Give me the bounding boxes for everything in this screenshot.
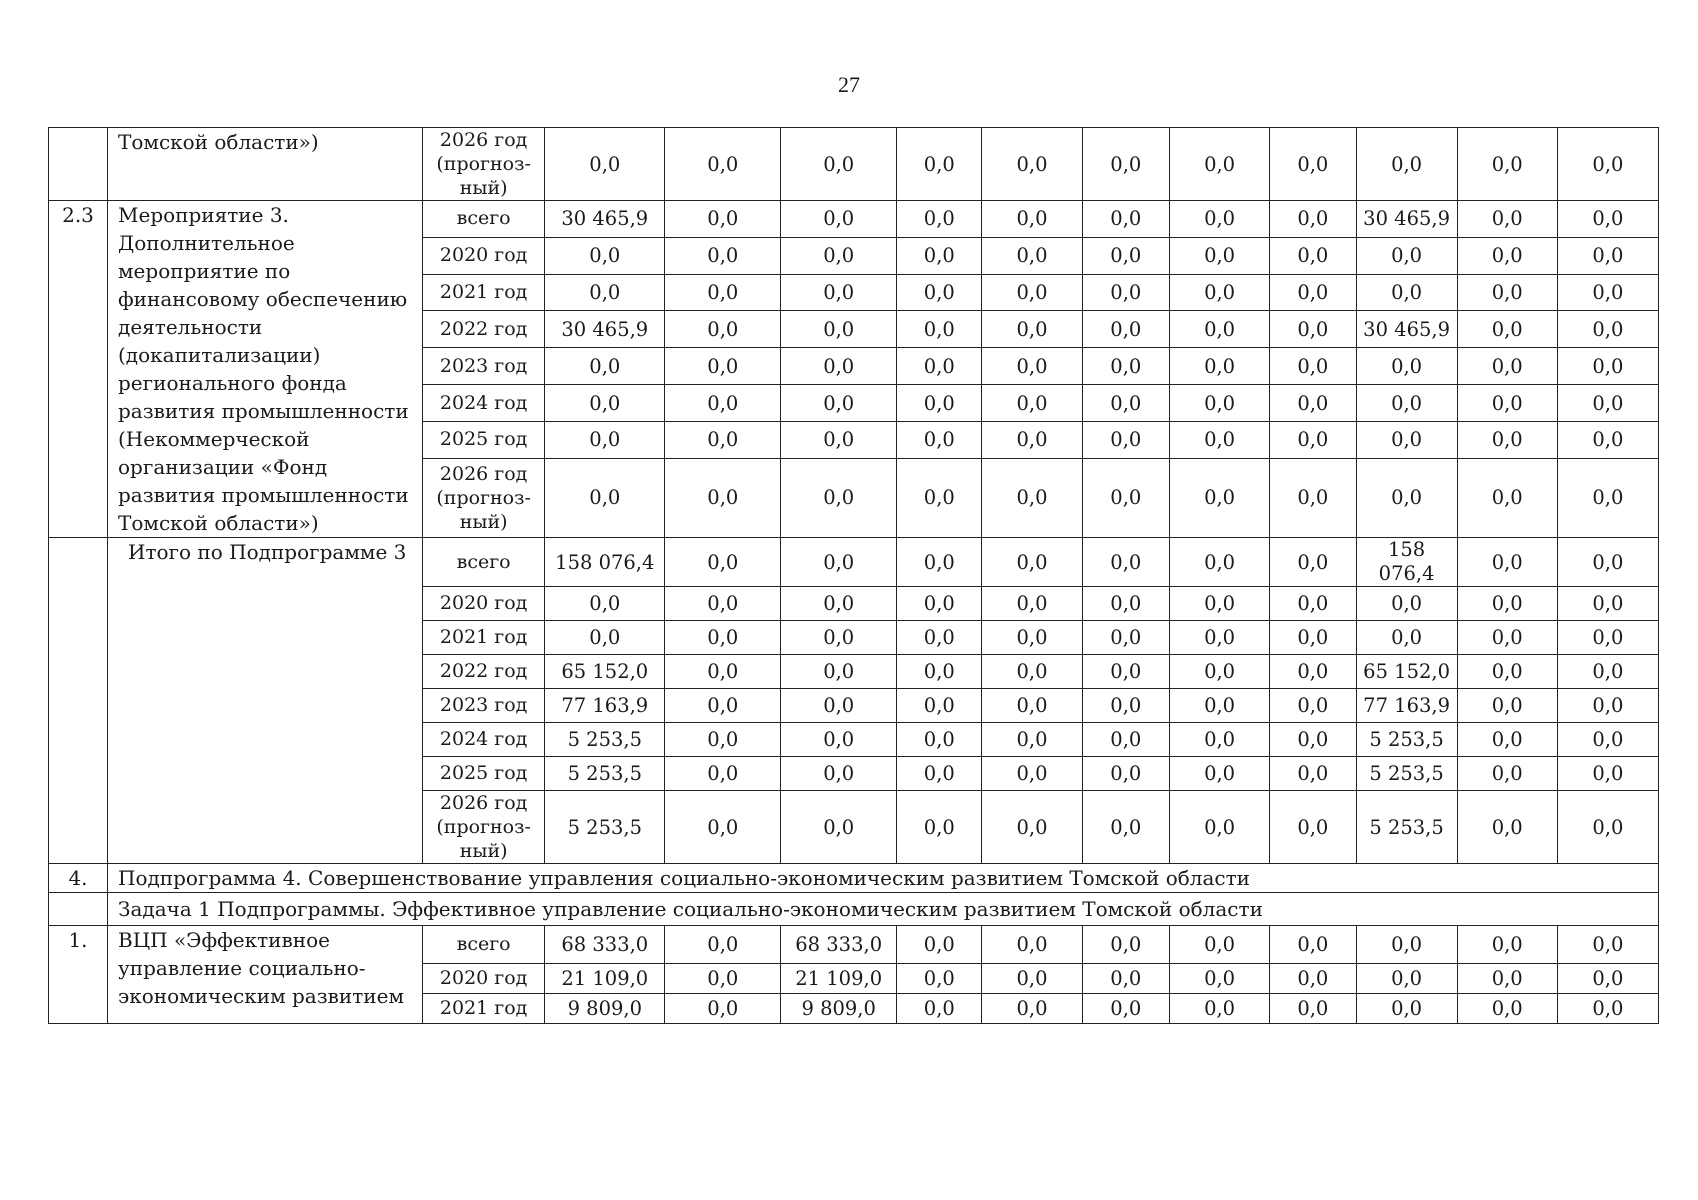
value-cell: 0,0 [545,458,665,537]
value-cell: 0,0 [1170,274,1270,311]
value-cell: 0,0 [897,926,982,964]
value-cell: 0,0 [1356,421,1457,458]
value-cell: 0,0 [982,587,1082,621]
value-cell: 0,0 [1082,757,1169,791]
value-cell: 0,0 [1170,458,1270,537]
value-cell: 0,0 [897,538,982,587]
value-cell: 0,0 [982,421,1082,458]
value-cell: 0,0 [545,587,665,621]
value-cell: 0,0 [1356,274,1457,311]
value-cell: 68 333,0 [781,926,897,964]
value-cell: 0,0 [1082,964,1169,994]
value-cell: 0,0 [1557,621,1658,655]
value-cell: 0,0 [665,237,781,274]
table-row [49,538,1659,587]
value-cell: 5 253,5 [1356,723,1457,757]
value-cell: 0,0 [665,791,781,864]
value-cell: 0,0 [1270,458,1356,537]
value-cell: 0,0 [1457,274,1557,311]
value-cell: 0,0 [1082,689,1169,723]
value-cell: 0,0 [1170,348,1270,385]
value-cell: 0,0 [1170,926,1270,964]
value-cell: 0,0 [1170,128,1270,201]
value-cell: 0,0 [897,348,982,385]
value-cell: 0,0 [1270,348,1356,385]
value-cell: 0,0 [781,201,897,238]
value-cell: 0,0 [982,757,1082,791]
value-cell: 0,0 [1270,926,1356,964]
value-cell: 0,0 [982,655,1082,689]
value-cell: 21 109,0 [545,964,665,994]
value-cell: 0,0 [897,791,982,864]
value-cell: 0,0 [665,201,781,238]
value-cell: 0,0 [1557,385,1658,422]
value-cell: 0,0 [781,689,897,723]
value-cell: 0,0 [1457,757,1557,791]
value-cell: 0,0 [897,128,982,201]
value-cell: 0,0 [1457,421,1557,458]
value-cell: 68 333,0 [545,926,665,964]
section-row [49,893,1659,926]
year-label: 2021 год [423,621,545,655]
section-title: Задача 1 Подпрограммы. Эффективное управление социально-экономическим развитием Томской области [108,893,1659,926]
value-cell: 0,0 [1457,237,1557,274]
value-cell: 0,0 [1270,385,1356,422]
value-cell: 0,0 [665,421,781,458]
value-cell: 0,0 [1082,723,1169,757]
value-cell: 0,0 [897,237,982,274]
value-cell: 0,0 [1270,964,1356,994]
value-cell: 0,0 [1170,964,1270,994]
value-cell: 30 465,9 [545,201,665,238]
value-cell: 0,0 [1270,791,1356,864]
value-cell: 0,0 [1270,994,1356,1024]
value-cell: 0,0 [1457,311,1557,348]
year-label: 2020 год [423,587,545,621]
value-cell: 0,0 [1356,348,1457,385]
value-cell: 77 163,9 [545,689,665,723]
value-cell: 0,0 [1270,723,1356,757]
value-cell: 0,0 [1270,274,1356,311]
value-cell: 0,0 [1557,926,1658,964]
value-cell: 0,0 [1082,791,1169,864]
value-cell: 0,0 [1356,237,1457,274]
value-cell: 0,0 [1270,237,1356,274]
value-cell: 9 809,0 [545,994,665,1024]
value-cell: 0,0 [897,385,982,422]
year-label: 2022 год [423,655,545,689]
budget-table [48,127,1659,1024]
value-cell: 0,0 [1270,655,1356,689]
value-cell: 0,0 [1557,994,1658,1024]
value-cell: 0,0 [781,421,897,458]
value-cell: 0,0 [781,128,897,201]
value-cell: 30 465,9 [1356,311,1457,348]
value-cell: 0,0 [1170,689,1270,723]
value-cell: 0,0 [1170,723,1270,757]
value-cell: 0,0 [897,757,982,791]
value-cell: 0,0 [1557,689,1658,723]
value-cell: 0,0 [897,458,982,537]
value-cell: 0,0 [1082,458,1169,537]
section-title: Подпрограмма 4. Совершенствование управления социально-экономическим развитием Томской области [108,864,1659,893]
value-cell: 0,0 [982,458,1082,537]
value-cell: 0,0 [781,458,897,537]
value-cell: 0,0 [982,926,1082,964]
value-cell: 0,0 [1170,621,1270,655]
value-cell: 0,0 [982,237,1082,274]
value-cell: 0,0 [897,723,982,757]
value-cell: 0,0 [1270,421,1356,458]
table-row [49,926,1659,964]
value-cell: 0,0 [1457,128,1557,201]
value-cell: 0,0 [1270,538,1356,587]
value-cell: 0,0 [1457,458,1557,537]
value-cell: 0,0 [1557,237,1658,274]
section-row [49,864,1659,893]
row-index [49,893,108,926]
value-cell: 0,0 [1557,757,1658,791]
value-cell: 0,0 [545,621,665,655]
row-name: ВЦП «Эффективное управление социально-экономическим развитием [108,926,423,1024]
value-cell: 0,0 [1457,538,1557,587]
value-cell: 0,0 [781,587,897,621]
value-cell: 0,0 [1082,348,1169,385]
value-cell: 0,0 [1170,538,1270,587]
value-cell: 0,0 [982,538,1082,587]
value-cell: 5 253,5 [1356,757,1457,791]
value-cell: 0,0 [1356,385,1457,422]
value-cell: 0,0 [1557,587,1658,621]
value-cell: 0,0 [665,587,781,621]
value-cell: 0,0 [897,201,982,238]
value-cell: 0,0 [982,994,1082,1024]
value-cell: 0,0 [1457,201,1557,238]
value-cell: 21 109,0 [781,964,897,994]
value-cell: 0,0 [1270,689,1356,723]
row-index [49,538,108,864]
value-cell: 0,0 [1356,964,1457,994]
value-cell: 0,0 [1557,348,1658,385]
value-cell: 0,0 [781,723,897,757]
value-cell: 0,0 [982,621,1082,655]
year-label: 2024 год [423,385,545,422]
value-cell: 30 465,9 [545,311,665,348]
year-label: 2023 год [423,348,545,385]
value-cell: 158 076,4 [545,538,665,587]
value-cell: 0,0 [1557,458,1658,537]
value-cell: 0,0 [1082,994,1169,1024]
value-cell: 0,0 [1557,655,1658,689]
value-cell: 0,0 [545,274,665,311]
value-cell: 0,0 [1082,385,1169,422]
value-cell: 0,0 [982,964,1082,994]
value-cell: 0,0 [897,274,982,311]
value-cell: 0,0 [781,621,897,655]
value-cell: 0,0 [1457,385,1557,422]
value-cell: 0,0 [897,587,982,621]
year-label: 2021 год [423,274,545,311]
value-cell: 65 152,0 [545,655,665,689]
value-cell: 0,0 [1082,621,1169,655]
value-cell: 0,0 [1082,237,1169,274]
value-cell: 0,0 [665,621,781,655]
value-cell: 0,0 [781,311,897,348]
value-cell: 0,0 [665,348,781,385]
value-cell: 0,0 [1457,723,1557,757]
value-cell: 5 253,5 [1356,791,1457,864]
value-cell: 0,0 [1557,274,1658,311]
value-cell: 0,0 [1557,128,1658,201]
value-cell: 5 253,5 [545,791,665,864]
value-cell: 0,0 [1082,655,1169,689]
value-cell: 0,0 [1457,964,1557,994]
row-name: Мероприятие 3. Дополнительное мероприятие по финансовому обеспечению деятельности (докапитализации) регионального фонда развития промышленности (Некоммерческой организации «Фонд развития промышленности Томской области») [108,201,423,538]
value-cell: 0,0 [781,274,897,311]
value-cell: 0,0 [897,421,982,458]
value-cell: 0,0 [1170,587,1270,621]
value-cell: 65 152,0 [1356,655,1457,689]
value-cell: 0,0 [1170,757,1270,791]
value-cell: 0,0 [545,348,665,385]
value-cell: 0,0 [897,689,982,723]
value-cell: 0,0 [1457,348,1557,385]
row-index: 2.3 [49,201,108,538]
row-name: Томской области») [108,128,423,201]
page-number: 27 [838,72,860,97]
value-cell: 77 163,9 [1356,689,1457,723]
value-cell: 0,0 [1270,757,1356,791]
value-cell: 0,0 [665,458,781,537]
value-cell: 0,0 [1457,791,1557,864]
value-cell: 0,0 [781,757,897,791]
year-label: 2026 год (прогнозный) [423,128,545,201]
value-cell: 0,0 [1356,587,1457,621]
year-label: 2020 год [423,237,545,274]
value-cell: 5 253,5 [545,757,665,791]
value-cell: 0,0 [545,128,665,201]
value-cell: 0,0 [897,311,982,348]
value-cell: 0,0 [1356,994,1457,1024]
value-cell: 0,0 [1457,926,1557,964]
value-cell: 0,0 [1457,587,1557,621]
year-label: 2023 год [423,689,545,723]
year-label: 2024 год [423,723,545,757]
value-cell: 0,0 [897,621,982,655]
value-cell: 0,0 [1082,311,1169,348]
value-cell: 0,0 [1557,791,1658,864]
value-cell: 0,0 [1082,926,1169,964]
value-cell: 0,0 [1170,994,1270,1024]
year-label: всего [423,538,545,587]
value-cell: 0,0 [545,385,665,422]
value-cell: 0,0 [781,237,897,274]
year-label: всего [423,201,545,238]
value-cell: 0,0 [1082,128,1169,201]
year-label: 2026 год (прогнозный) [423,458,545,537]
value-cell: 0,0 [1557,538,1658,587]
value-cell: 0,0 [665,311,781,348]
value-cell: 0,0 [1082,538,1169,587]
value-cell: 5 253,5 [545,723,665,757]
value-cell: 0,0 [1270,201,1356,238]
year-label: 2021 год [423,994,545,1024]
value-cell: 0,0 [1270,587,1356,621]
value-cell: 0,0 [1557,311,1658,348]
value-cell: 0,0 [1356,458,1457,537]
value-cell: 0,0 [665,274,781,311]
value-cell: 0,0 [665,994,781,1024]
value-cell: 0,0 [665,655,781,689]
year-label: 2025 год [423,757,545,791]
value-cell: 0,0 [982,348,1082,385]
value-cell: 0,0 [982,274,1082,311]
value-cell: 0,0 [982,128,1082,201]
row-index: 4. [49,864,108,893]
value-cell: 0,0 [781,655,897,689]
year-label: 2020 год [423,964,545,994]
value-cell: 0,0 [1457,689,1557,723]
value-cell: 0,0 [781,538,897,587]
value-cell: 0,0 [1557,723,1658,757]
table-row [49,128,1659,201]
value-cell: 0,0 [1170,237,1270,274]
value-cell: 0,0 [1457,655,1557,689]
value-cell: 0,0 [545,237,665,274]
value-cell: 9 809,0 [781,994,897,1024]
value-cell: 0,0 [1457,621,1557,655]
value-cell: 0,0 [982,689,1082,723]
value-cell: 0,0 [781,348,897,385]
value-cell: 0,0 [1082,201,1169,238]
value-cell: 0,0 [1082,587,1169,621]
value-cell: 0,0 [1270,311,1356,348]
value-cell: 0,0 [1457,994,1557,1024]
value-cell: 0,0 [1270,128,1356,201]
value-cell: 0,0 [1356,621,1457,655]
value-cell: 0,0 [1082,274,1169,311]
value-cell: 30 465,9 [1356,201,1457,238]
value-cell: 0,0 [1356,128,1457,201]
value-cell: 0,0 [1170,385,1270,422]
value-cell: 0,0 [781,385,897,422]
value-cell: 0,0 [665,723,781,757]
value-cell: 0,0 [1170,791,1270,864]
value-cell: 0,0 [982,723,1082,757]
value-cell: 0,0 [982,791,1082,864]
value-cell: 0,0 [665,689,781,723]
value-cell: 0,0 [982,201,1082,238]
value-cell: 0,0 [982,311,1082,348]
value-cell: 0,0 [1170,311,1270,348]
row-name: Итого по Подпрограмме 3 [108,538,423,864]
year-label: 2026 год (прогнозный) [423,791,545,864]
value-cell: 0,0 [897,994,982,1024]
value-cell: 0,0 [1356,926,1457,964]
value-cell: 0,0 [1170,421,1270,458]
value-cell: 0,0 [665,926,781,964]
year-label: 2022 год [423,311,545,348]
value-cell: 0,0 [1270,621,1356,655]
value-cell: 0,0 [1170,655,1270,689]
value-cell: 0,0 [1557,421,1658,458]
value-cell: 0,0 [665,964,781,994]
row-index [49,128,108,201]
year-label: всего [423,926,545,964]
value-cell: 0,0 [1557,201,1658,238]
value-cell: 0,0 [665,385,781,422]
value-cell: 0,0 [982,385,1082,422]
row-index: 1. [49,926,108,1024]
value-cell: 0,0 [545,421,665,458]
value-cell: 0,0 [781,791,897,864]
value-cell: 0,0 [665,128,781,201]
value-cell: 0,0 [1082,421,1169,458]
value-cell: 0,0 [1557,964,1658,994]
value-cell: 0,0 [1170,201,1270,238]
value-cell: 0,0 [897,655,982,689]
value-cell: 0,0 [897,964,982,994]
table-row [49,201,1659,238]
value-cell: 0,0 [665,538,781,587]
year-label: 2025 год [423,421,545,458]
value-cell: 158 076,4 [1356,538,1457,587]
value-cell: 0,0 [665,757,781,791]
